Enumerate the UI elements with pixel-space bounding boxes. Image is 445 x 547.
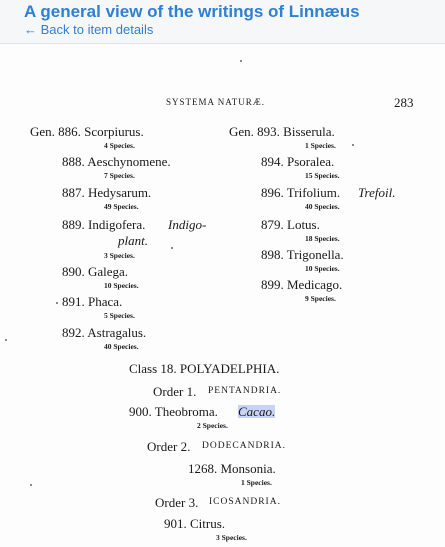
scan-speck bbox=[56, 302, 58, 304]
common-name: plant. bbox=[118, 233, 148, 248]
species-count: 10 Species. bbox=[104, 281, 139, 290]
genus-entry: 900. Theobroma. bbox=[129, 404, 218, 419]
species-count: 3 Species. bbox=[216, 533, 247, 542]
genus-entry: Gen. 886. Scorpiurus. bbox=[30, 124, 144, 139]
common-name: Trefoil. bbox=[358, 185, 396, 200]
species-count: 40 Species. bbox=[104, 342, 139, 351]
genus-entry: 887. Hedysarum. bbox=[62, 185, 152, 200]
order-name: DODECANDRIA. bbox=[202, 441, 287, 451]
page-header bbox=[0, 0, 445, 44]
species-count: 10 Species. bbox=[305, 264, 340, 273]
genus-entry: 879. Lotus. bbox=[261, 217, 320, 232]
order-label: Order 3. bbox=[155, 495, 199, 510]
genus-entry: 890. Galega. bbox=[62, 264, 129, 279]
species-count: 49 Species. bbox=[104, 202, 139, 211]
species-count: 3 Species. bbox=[104, 251, 135, 260]
species-count: 9 Species. bbox=[305, 294, 336, 303]
order-name: PENTANDRIA. bbox=[208, 386, 282, 396]
species-count: 7 Species. bbox=[104, 171, 135, 180]
order-name: ICOSANDRIA. bbox=[209, 497, 281, 507]
back-to-item-details-link[interactable]: ← Back to item details bbox=[24, 22, 154, 37]
scan-speck bbox=[5, 339, 7, 341]
class-heading: Class 18. POLYADELPHIA. bbox=[129, 361, 280, 376]
page-number: 283 bbox=[394, 95, 414, 110]
genus-entry: 899. Medicago. bbox=[261, 277, 343, 292]
genus-entry: 888. Aeschynomene. bbox=[62, 154, 171, 169]
genus-entry: 891. Phaca. bbox=[62, 294, 123, 309]
species-count: 4 Species. bbox=[104, 141, 135, 150]
genus-entry: 889. Indigofera. bbox=[62, 217, 146, 232]
species-count: 15 Species. bbox=[305, 171, 340, 180]
genus-entry: Gen. 893. Bisserula. bbox=[229, 124, 335, 139]
scanned-book-page bbox=[0, 44, 445, 547]
genus-entry: 901. Citrus. bbox=[164, 516, 226, 531]
genus-entry: 894. Psoralea. bbox=[261, 154, 335, 169]
genus-entry: 892. Astragalus. bbox=[62, 325, 147, 340]
highlighted-search-term: Cacao. bbox=[238, 404, 276, 419]
species-count: 2 Species. bbox=[197, 421, 228, 430]
order-label: Order 2. bbox=[147, 439, 191, 454]
species-count: 5 Species. bbox=[104, 311, 135, 320]
species-count: 1 Species. bbox=[241, 478, 272, 487]
item-title: A general view of the writings of Linnæus bbox=[24, 2, 360, 21]
order-label: Order 1. bbox=[153, 384, 197, 399]
genus-entry: 898. Trigonella. bbox=[261, 247, 344, 262]
common-name: Indigo- bbox=[168, 217, 207, 232]
scan-speck bbox=[171, 247, 173, 249]
running-head: SYSTEMA NATURÆ. bbox=[166, 97, 266, 107]
genus-entry: 896. Trifolium. bbox=[261, 185, 341, 200]
species-count: 18 Species. bbox=[305, 234, 340, 243]
species-count: 1 Species. bbox=[305, 141, 336, 150]
scan-speck bbox=[240, 60, 242, 62]
scan-speck bbox=[30, 484, 32, 486]
scan-speck bbox=[352, 144, 354, 146]
genus-entry: 1268. Monsonia. bbox=[188, 461, 276, 476]
species-count: 40 Species. bbox=[305, 202, 340, 211]
